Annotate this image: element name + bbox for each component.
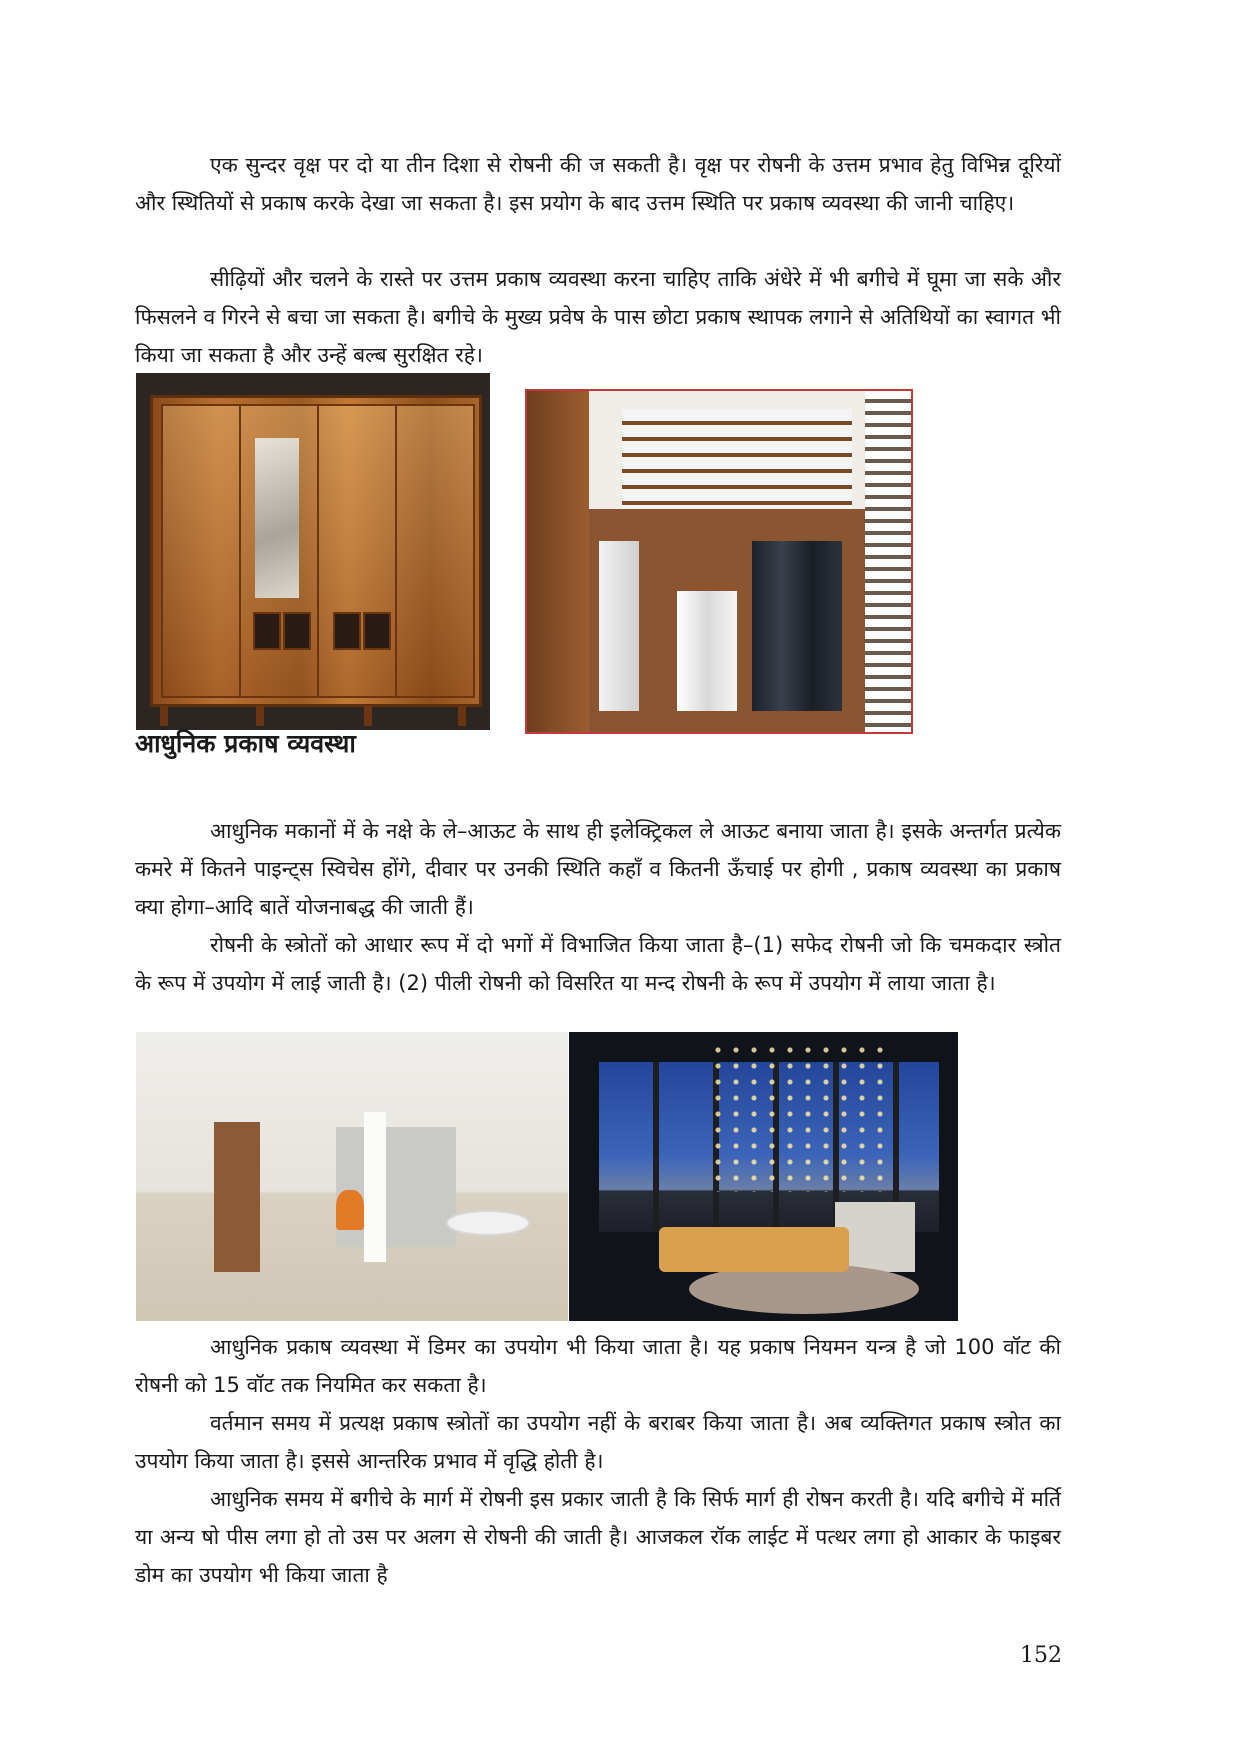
paragraph-electrical-layout: आधुनिक मकानों में के नक्षे के ले–आऊट के साथ ही इलेक्ट्रिकल ले आऊट बनाया जाता है। इसके अन्तर्गत प्रत्येक कमरे में कितने पाइन्ट्स स्विचेस होंगे, दीवार पर उनकी स्थिति कहाँ व कितनी ऊँचाई पर होगी , प्रकाष व्यवस्था का प्रकाष क्या होगा–आदि बातें योजनाबद्ध की जाती हैं।: [135, 819, 1061, 919]
section-heading: आधुनिक प्रकाष व्यवस्था: [135, 729, 356, 758]
page-number: 152: [1020, 1643, 1062, 1668]
living-room-night-photo: [569, 1032, 958, 1321]
paragraph-light-sources: रोषनी के स्त्रोतों को आधार रूप में दो भगों में विभाजित किया जाता है–(1) सफेद रोषनी जो कि चमकदार स्त्रोत के रूप में उपयोग में लाई जाती है। (2) पीली रोषनी को विसरित या मन्द रोषनी के रूप में उपयोग में लाया जाता है।: [135, 933, 1061, 995]
paragraph-tree-lighting: एक सुन्दर वृक्ष पर दो या तीन दिशा से रोषनी की ज सकती है। वृक्ष पर रोषनी के उत्तम प्रभाव हेतु विभिन्न दूरियों और स्थितियों से प्रकाष करके देखा जा सकता है। इस प्रयोग के बाद उत्तम स्थिति पर प्रकाष व्यवस्था की जानी चाहिए।: [135, 153, 1061, 215]
wardrobe-photo: [136, 373, 490, 730]
paragraph-stairs-lighting: सीढ़ियों और चलने के रास्ते पर उत्तम प्रकाष व्यवस्था करना चाहिए ताकि अंधेरे में भी बगीचे में घूमा जा सके और फिसलने व गिरने से बचा जा सकता है। बगीचे के मुख्य प्रवेष के पास छोटा प्रकाष स्थापक लगाने से अतिथियों का स्वागत भी किया जा सकता है और उन्हें बल्ब सुरक्षित रहे।: [135, 267, 1061, 367]
walk-in-closet-photo: [525, 389, 913, 734]
paragraph-garden-path: आधुनिक समय में बगीचे के मार्ग में रोषनी इस प्रकार जाती है कि सिर्फ मार्ग ही रोषन करती है। यदि बगीचे में मर्ति या अन्य षो पीस लगा हो तो उस पर अलग से रोषनी की जाती है। आजकल रॉक लाईट में पत्थर लगा हो आकार के फाइबर डोम का उपयोग भी किया जाता है: [135, 1487, 1061, 1587]
modern-interior-photo: [136, 1032, 568, 1321]
paragraph-direct-light: वर्तमान समय में प्रत्यक्ष प्रकाष स्त्रोतों का उपयोग नहीं के बराबर किया जाता है। अब व्यक्तिगत प्रकाष स्त्रोत का उपयोग किया जाता है। इससे आन्तरिक प्रभाव में वृद्धि होती है।: [135, 1411, 1061, 1473]
paragraph-dimmer: आधुनिक प्रकाष व्यवस्था में डिमर का उपयोग भी किया जाता है। यह प्रकाष नियमन यन्त्र है जो 100 वॉट की रोषनी को 15 वॉट तक नियमित कर सकता है।: [135, 1335, 1061, 1397]
